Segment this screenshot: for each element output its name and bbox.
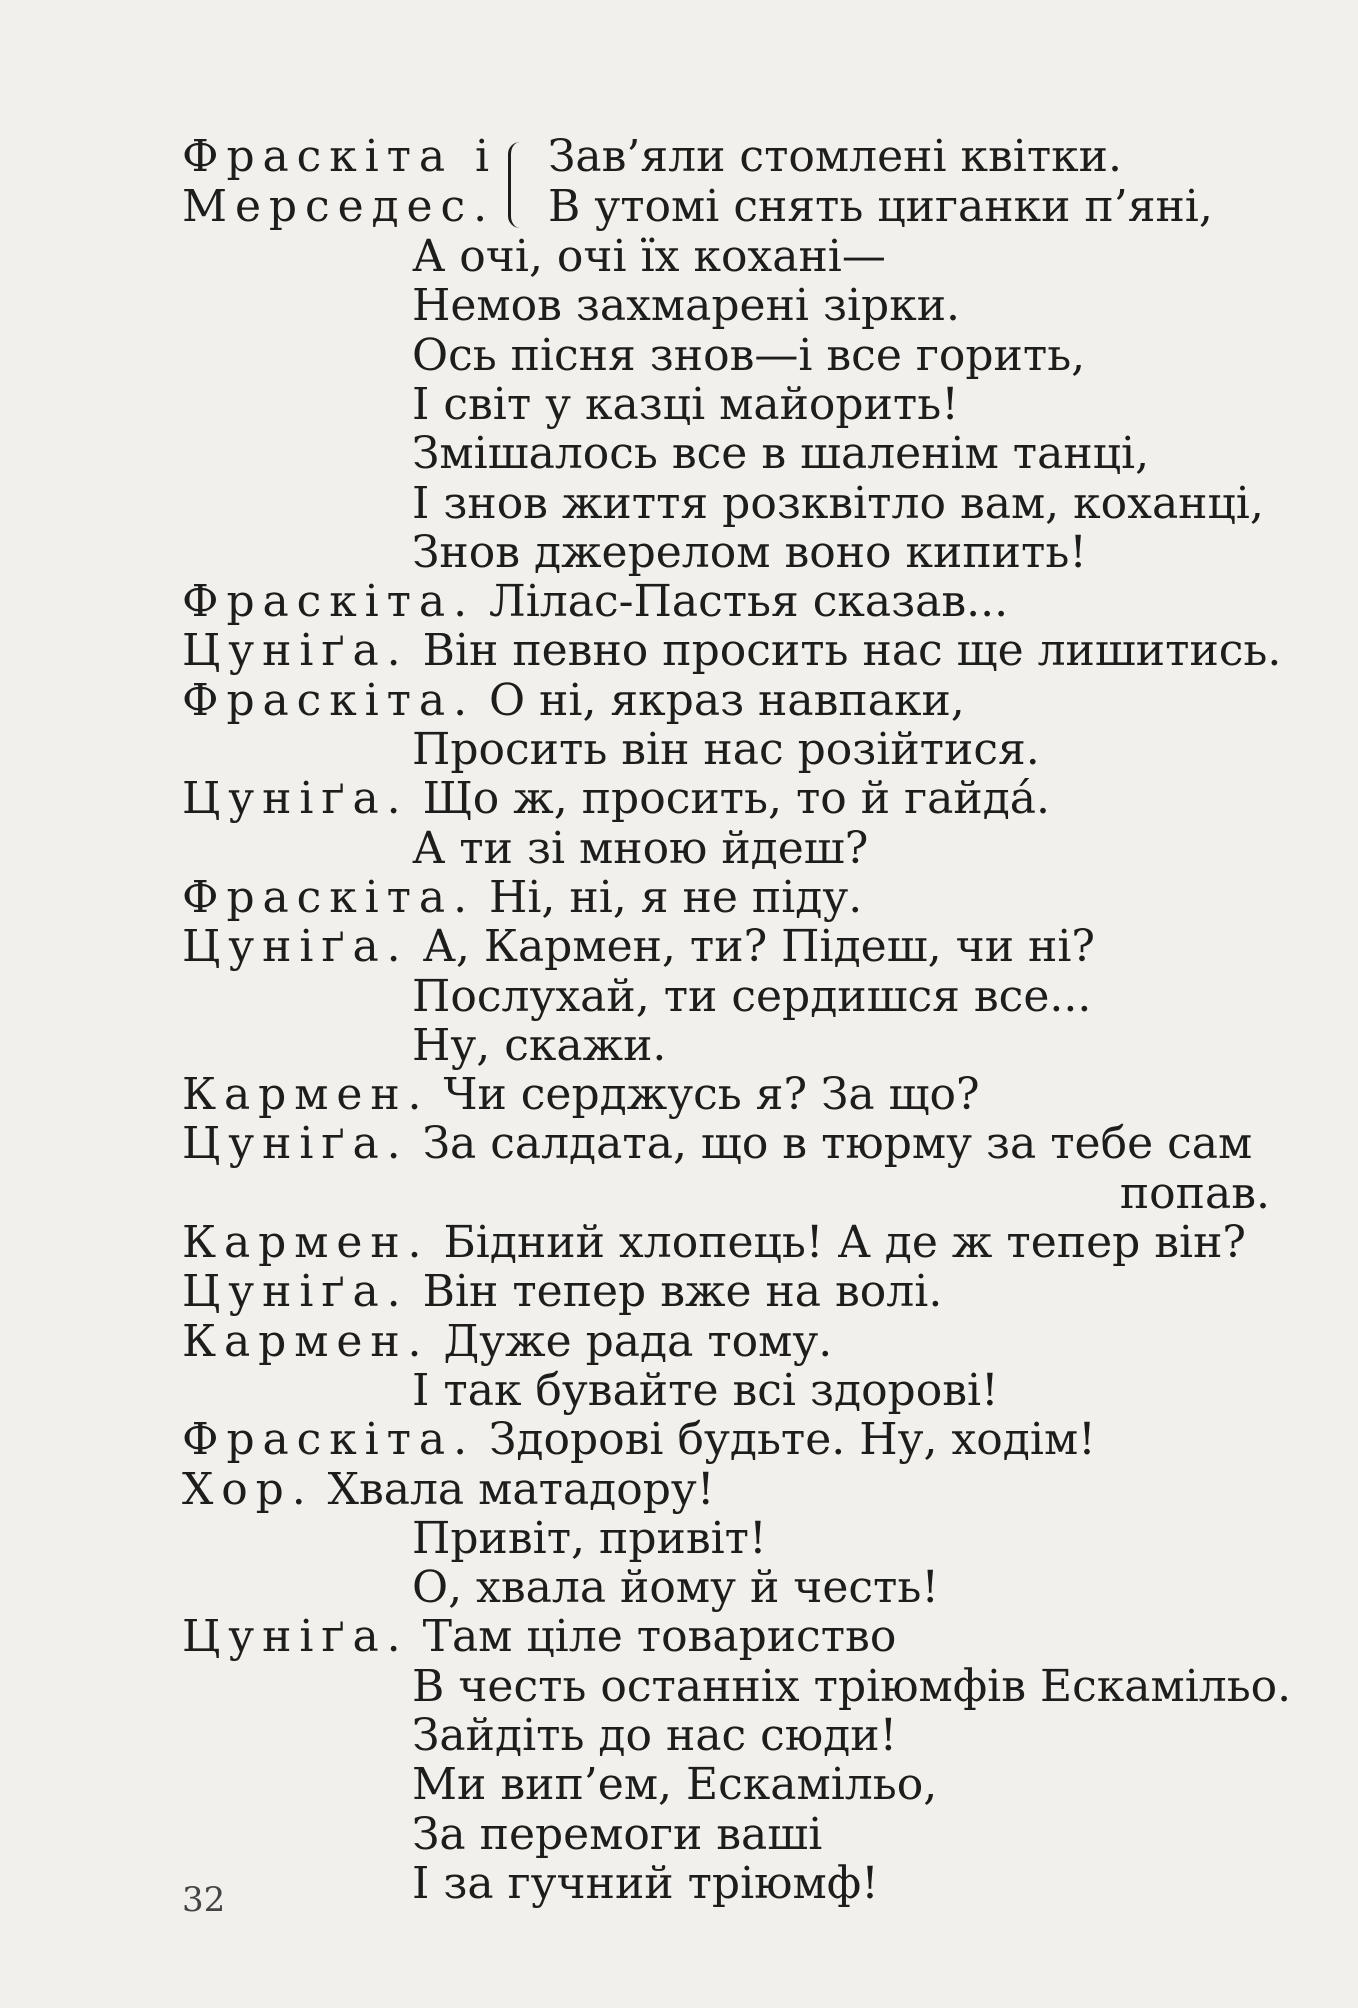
speaker-name: Цуніґа. [182,1118,409,1169]
line-text: Привіт, привіт! [412,1513,767,1564]
script-line [412,1514,767,1564]
line-text: Він тепер вже на волі. [422,1266,943,1317]
line-text: попав. [1119,1168,1270,1219]
line-text: І світ у казці майорить! [412,379,959,430]
page-number: 32 [182,1880,226,1920]
script-line [412,1662,1291,1712]
line-text: Там ціле товариство [422,1611,897,1662]
script-line [412,380,959,430]
line-text: Просить він нас розійтися. [412,724,1040,775]
script-line [182,873,862,923]
line-text: Він певно просить нас ще лишитись. [422,625,1282,676]
line-text: А, Кармен, ти? Підеш, чи ні? [422,921,1095,972]
verse-line: Зав’яли стомлені квітки. [548,131,1122,182]
script-line [182,1267,942,1317]
script-line [412,232,886,282]
line-text: Бідний хлопець! А де ж тепер він? [443,1217,1247,1268]
verse-line: В утомі снять циганки п’яні, [548,181,1213,232]
script-line [412,1859,879,1909]
script-line [412,972,1091,1022]
speaker-name: Цуніґа. [182,921,409,972]
duet-lines [548,132,1213,232]
line-text: Зайдіть до нас сюди! [412,1710,898,1761]
script-line [412,1021,666,1071]
speaker-name: Хор. [182,1464,314,1515]
script-line [412,725,1040,775]
line-text: Ні, ні, я не піду. [488,872,863,923]
script-line [182,1612,896,1662]
line-text: О, хвала йому й честь! [412,1562,940,1613]
speaker-name: Фраскіта. [182,872,475,923]
line-text: Ми вип’ем, Ескамільо, [412,1759,938,1810]
script-line [412,1711,897,1761]
script-line [182,1465,715,1515]
line-text: І знов життя розквітло вам, коханці, [412,478,1264,529]
line-text: Ось пісня знов—і все горить, [412,330,1086,381]
line-text: Послухай, ти сердишся все... [412,971,1092,1022]
line-text: Чи серджусь я? За що? [443,1069,980,1120]
script-line [182,1317,832,1367]
script-line [1120,1169,1270,1219]
line-text: Ну, скажи. [412,1020,667,1071]
script-line [412,1810,822,1860]
line-text: За перемоги ваші [412,1809,823,1860]
speaker-name: Цуніґа. [182,773,409,824]
speaker-name: Фраскіта. [182,1414,475,1465]
speaker-name: Цуніґа. [182,1266,409,1317]
script-line [182,577,1008,627]
script-line [412,1366,999,1416]
script-line [182,774,1050,824]
speaker-name: Фраскіта і [182,131,497,182]
speaker-name: Кармен. [182,1069,430,1120]
line-text: А очі, очі їх кохані— [412,231,886,282]
speaker-name: Кармен. [182,1316,430,1367]
script-line [412,281,960,331]
script-line [182,1218,1246,1268]
speaker-name: Фраскіта. [182,576,475,627]
script-line [412,1760,937,1810]
line-text: За салдата, що в тюрму за тебе сам [422,1118,1253,1169]
script-line [412,479,1264,529]
line-text: І за гучний тріюмф! [412,1858,879,1909]
line-text: Дуже рада тому. [443,1316,833,1367]
script-line [412,429,1149,479]
script-line [182,626,1281,676]
duet-speakers [182,132,497,232]
line-text: І так бувайте всі здорові! [412,1365,999,1416]
line-text: Хвала матадору! [327,1464,715,1515]
script-line [412,528,1087,578]
speaker-name: Цуніґа. [182,625,409,676]
speaker-name: Фраскіта. [182,675,475,726]
line-text: Здорові будьте. Ну, ходім! [488,1414,1096,1465]
speaker-name: Цуніґа. [182,1611,409,1662]
duet-brace [508,142,525,228]
script-line [412,824,868,874]
script-line [182,676,965,726]
speaker-name: Мерседес. [182,181,495,232]
speaker-name: Кармен. [182,1217,430,1268]
line-text: Знов джерелом воно кипить! [412,527,1087,578]
line-text: Лілас-Пастья сказав... [488,576,1009,627]
script-line [412,1563,939,1613]
line-text: Змішалось все в шаленім танці, [412,428,1150,479]
line-text: Немов захмарені зірки. [412,280,961,331]
script-line [182,1070,980,1120]
line-text: О ні, якраз навпаки, [488,675,965,726]
script-line [412,331,1085,381]
script-line [182,1119,1252,1169]
line-text: А ти зі мною йдеш? [412,823,869,874]
line-text: В честь останніх тріюмфів Ескамільо. [412,1661,1292,1712]
script-line [182,1415,1096,1465]
script-line [182,922,1095,972]
line-text: Що ж, просить, то й гайда́. [422,773,1051,824]
